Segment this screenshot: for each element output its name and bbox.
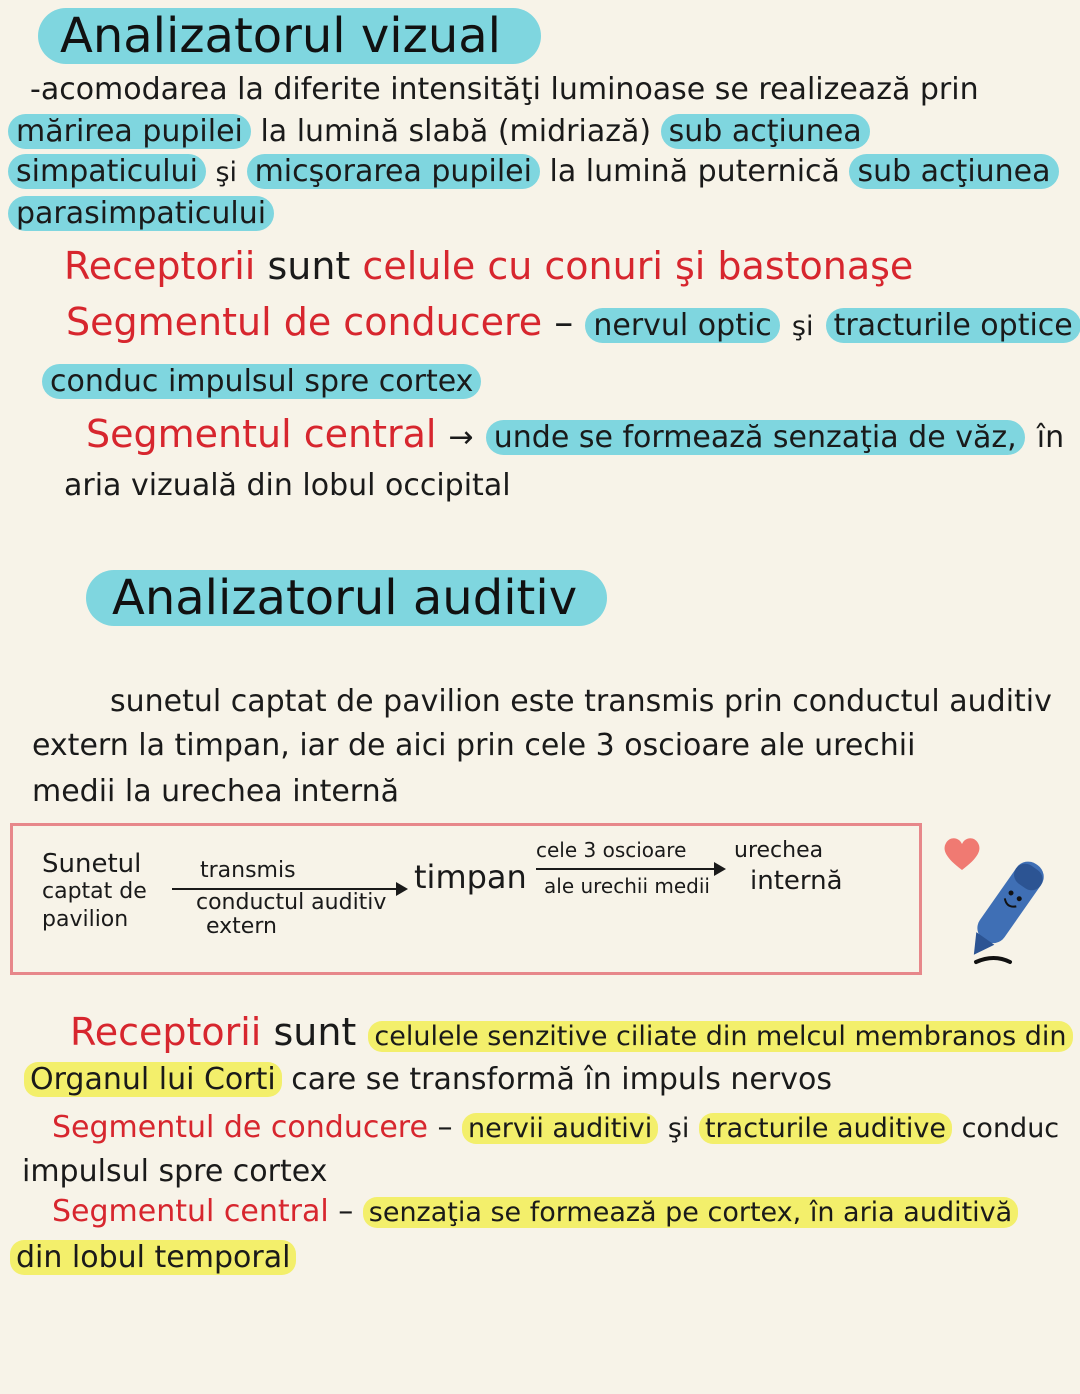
auditiv-paragraph-line3: medii la urechea internă <box>32 774 399 809</box>
flow-end-line2: internă <box>750 866 843 896</box>
flow-arrow1-bottom-label2: extern <box>206 914 277 939</box>
visual-highlight-optic-nerve: nervul optic <box>585 308 779 343</box>
visual-highlight-action-2: sub acţiunea <box>849 154 1058 189</box>
visual-accommodation-line2 <box>8 112 870 152</box>
auditiv-receptors-label: Receptorii <box>70 1010 262 1054</box>
auditiv-highlight-tracts: tracturile auditive <box>699 1113 952 1144</box>
auditiv-highlight-nerves: nervii auditivi <box>462 1113 658 1144</box>
auditiv-highlight-temporal: din lobul temporal <box>10 1240 296 1275</box>
visual-highlight-parasympathetic: parasimpaticului <box>8 196 274 231</box>
flow-arrow2-head <box>714 862 726 876</box>
flow-mid-timpan: timpan <box>414 858 527 896</box>
visual-receptors-line <box>64 244 913 288</box>
visual-highlight-sympathetic: simpaticului <box>8 154 206 189</box>
auditiv-transform: care se transformă în impuls nervos <box>291 1062 832 1097</box>
auditiv-receptors-line2 <box>24 1060 832 1100</box>
flow-start <box>42 850 182 934</box>
visual-strong-light: la lumină puternică <box>549 154 840 189</box>
flow-arrow2-line <box>536 868 716 870</box>
flow-arrow2-top-label: cele 3 oscioare <box>536 838 687 862</box>
flow-arrow2-bottom-label: ale urechii medii <box>544 874 710 898</box>
visual-central-line <box>86 412 1064 458</box>
visual-highlight-sensation: unde se formează senzaţia de văz, <box>486 420 1025 455</box>
auditiv-highlight-sensation: senzaţia se formează pe cortex, în aria auditivă <box>363 1197 1018 1228</box>
auditiv-conduction-dash: – <box>437 1110 453 1145</box>
title-auditiv: Analizatorul auditiv <box>86 570 607 626</box>
auditiv-central-line2 <box>10 1238 296 1278</box>
flow-start-line1: Sunetul <box>42 849 142 879</box>
auditiv-highlight-cells: celulele senzitive ciliate din melcul membranos din <box>368 1021 1072 1052</box>
visual-central-in: în <box>1036 420 1065 455</box>
visual-highlight-pupil-contraction: micşorarea pupilei <box>247 154 540 189</box>
flow-arrow1-bottom-label1: conductul auditiv <box>196 890 387 915</box>
visual-accommodation-line1: -acomodarea la diferite intensităţi luminoase se realizează prin <box>30 72 979 107</box>
visual-central-arrow: → <box>448 420 474 455</box>
title-visual: Analizatorul vizual <box>38 8 541 64</box>
flow-arrow1-head <box>396 882 408 896</box>
auditiv-central-line <box>52 1192 1018 1233</box>
visual-conduction-line2 <box>42 362 481 402</box>
auditiv-paragraph-line2: extern la timpan, iar de aici prin cele 3 oscioare ale urechii <box>32 728 916 763</box>
visual-central-label: Segmentul central <box>86 412 437 456</box>
visual-weak-light: la lumină slabă (midriază) <box>260 114 652 149</box>
auditiv-central-label: Segmentul central <box>52 1194 329 1229</box>
pen-icon <box>954 850 1054 974</box>
visual-receptors-cells: celule cu conuri şi bastonaşe <box>362 244 914 288</box>
visual-highlight-action: sub acţiunea <box>661 114 870 149</box>
auditiv-conduction-verb: conduc <box>961 1113 1060 1144</box>
auditiv-receptors-line <box>70 1010 1073 1054</box>
visual-accommodation-line4 <box>8 194 274 234</box>
visual-receptors-label: Receptorii <box>64 244 256 288</box>
visual-and: şi <box>215 157 238 188</box>
visual-central-line2: aria vizuală din lobul occipital <box>64 468 511 503</box>
auditiv-receptors-verb: sunt <box>273 1010 357 1054</box>
auditiv-conduction-line <box>52 1108 1059 1149</box>
auditiv-conduction-line2: impulsul spre cortex <box>22 1154 328 1189</box>
auditiv-paragraph-line1: sunetul captat de pavilion este transmis prin conductul auditiv <box>110 684 1052 719</box>
flow-start-line3: pavilion <box>42 907 129 932</box>
visual-highlight-optic-tracts: tracturile optice <box>826 308 1080 343</box>
visual-conduction-label: Segmentul de conducere <box>66 300 543 344</box>
visual-highlight-pupil-dilation: mărirea pupilei <box>8 114 251 149</box>
visual-highlight-impulse: conduc impulsul spre cortex <box>42 364 481 399</box>
auditiv-conduction-label: Segmentul de conducere <box>52 1110 428 1145</box>
flow-start-line2: captat de <box>42 879 147 904</box>
flow-end-line1: urechea <box>734 838 824 863</box>
flow-arrow1-top-label: transmis <box>200 858 296 883</box>
visual-conduction-and: şi <box>791 311 814 342</box>
visual-accommodation-line3 <box>8 152 1059 193</box>
visual-receptors-verb: sunt <box>267 244 351 288</box>
auditiv-conduction-and: şi <box>667 1113 690 1144</box>
visual-conduction-line <box>66 300 1080 346</box>
visual-conduction-dash: – <box>554 300 574 344</box>
auditiv-central-dash: – <box>338 1194 354 1229</box>
auditiv-highlight-corti: Organul lui Corti <box>24 1062 282 1097</box>
